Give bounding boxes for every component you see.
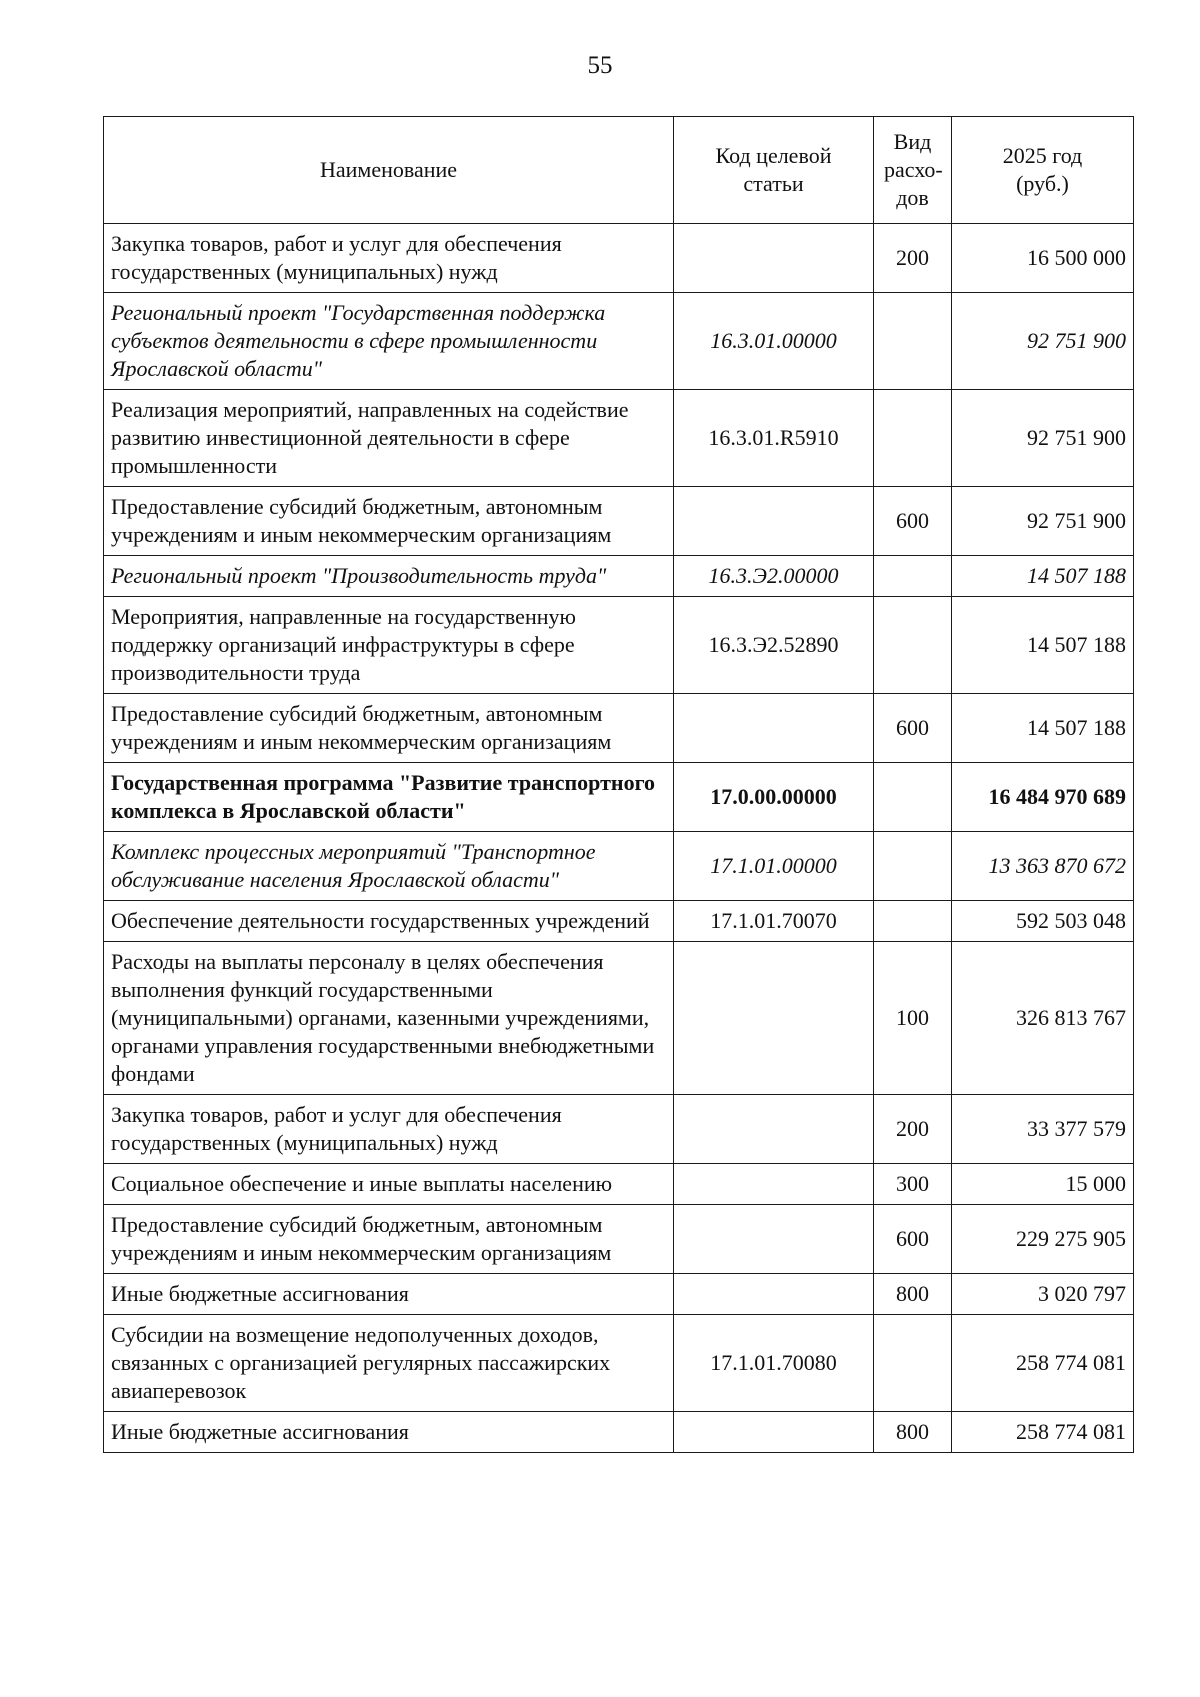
table-row — [104, 293, 1134, 390]
row-amount-cell: 326 813 767 — [952, 942, 1134, 1095]
row-name-cell: Государственная программа "Развитие транспортного комплекса в Ярославской области" — [104, 763, 674, 832]
table-row — [104, 1315, 1134, 1412]
header-code: Код целевой статьи — [674, 117, 874, 224]
row-amount-cell: 92 751 900 — [952, 390, 1134, 487]
row-name-cell: Предоставление субсидий бюджетным, автономным учреждениям и иным некоммерческим организациям — [104, 1205, 674, 1274]
table-row — [104, 942, 1134, 1095]
row-amount-cell: 592 503 048 — [952, 901, 1134, 942]
row-name-cell: Комплекс процессных мероприятий "Транспортное обслуживание населения Ярославской области" — [104, 832, 674, 901]
table-row — [104, 1164, 1134, 1205]
row-type-cell: 200 — [874, 224, 952, 293]
row-name-cell: Иные бюджетные ассигнования — [104, 1274, 674, 1315]
row-type-cell: 200 — [874, 1095, 952, 1164]
row-code-cell — [674, 1164, 874, 1205]
header-type: Вид расхо-дов — [874, 117, 952, 224]
row-code-cell: 16.3.Э2.00000 — [674, 556, 874, 597]
row-name-cell: Обеспечение деятельности государственных учреждений — [104, 901, 674, 942]
row-amount-cell: 229 275 905 — [952, 1205, 1134, 1274]
row-type-cell — [874, 901, 952, 942]
row-amount-cell: 15 000 — [952, 1164, 1134, 1205]
row-code-cell — [674, 487, 874, 556]
row-type-cell — [874, 390, 952, 487]
row-type-cell: 600 — [874, 694, 952, 763]
row-name-cell: Закупка товаров, работ и услуг для обеспечения государственных (муниципальных) нужд — [104, 1095, 674, 1164]
table-row — [104, 556, 1134, 597]
table-row — [104, 694, 1134, 763]
row-code-cell — [674, 224, 874, 293]
row-code-cell — [674, 694, 874, 763]
budget-table — [103, 116, 1134, 1453]
row-name-cell: Субсидии на возмещение недополученных доходов, связанных с организацией регулярных пассажирских авиаперевозок — [104, 1315, 674, 1412]
table-row — [104, 1274, 1134, 1315]
row-type-cell — [874, 1315, 952, 1412]
row-type-cell — [874, 763, 952, 832]
row-amount-cell: 33 377 579 — [952, 1095, 1134, 1164]
table-header-row — [104, 117, 1134, 224]
row-code-cell — [674, 1412, 874, 1453]
row-type-cell: 600 — [874, 487, 952, 556]
table-row — [104, 224, 1134, 293]
row-type-cell: 600 — [874, 1205, 952, 1274]
row-amount-cell: 258 774 081 — [952, 1412, 1134, 1453]
row-code-cell: 16.3.01.00000 — [674, 293, 874, 390]
row-code-cell — [674, 1095, 874, 1164]
table-row — [104, 1412, 1134, 1453]
table-row — [104, 901, 1134, 942]
row-amount-cell: 92 751 900 — [952, 293, 1134, 390]
row-amount-cell: 14 507 188 — [952, 597, 1134, 694]
row-type-cell — [874, 597, 952, 694]
table-row — [104, 763, 1134, 832]
row-name-cell: Социальное обеспечение и иные выплаты населению — [104, 1164, 674, 1205]
row-amount-cell: 258 774 081 — [952, 1315, 1134, 1412]
row-code-cell: 16.3.01.R5910 — [674, 390, 874, 487]
row-code-cell: 17.0.00.00000 — [674, 763, 874, 832]
row-name-cell: Реализация мероприятий, направленных на содействие развитию инвестиционной деятельности в сфере промышленности — [104, 390, 674, 487]
row-name-cell: Закупка товаров, работ и услуг для обеспечения государственных (муниципальных) нужд — [104, 224, 674, 293]
header-name: Наименование — [104, 117, 674, 224]
table-row — [104, 832, 1134, 901]
row-name-cell: Региональный проект "Производительность труда" — [104, 556, 674, 597]
row-name-cell: Региональный проект "Государственная поддержка субъектов деятельности в сфере промышленности Ярославской области" — [104, 293, 674, 390]
row-type-cell: 100 — [874, 942, 952, 1095]
row-type-cell: 800 — [874, 1274, 952, 1315]
table-row — [104, 487, 1134, 556]
row-code-cell: 17.1.01.00000 — [674, 832, 874, 901]
row-code-cell: 16.3.Э2.52890 — [674, 597, 874, 694]
row-amount-cell: 16 484 970 689 — [952, 763, 1134, 832]
table-row — [104, 597, 1134, 694]
row-name-cell: Иные бюджетные ассигнования — [104, 1412, 674, 1453]
row-type-cell: 800 — [874, 1412, 952, 1453]
header-amount: 2025 год (руб.) — [952, 117, 1134, 224]
row-amount-cell: 3 020 797 — [952, 1274, 1134, 1315]
row-type-cell — [874, 293, 952, 390]
row-name-cell: Предоставление субсидий бюджетным, автономным учреждениям и иным некоммерческим организациям — [104, 487, 674, 556]
row-name-cell: Расходы на выплаты персоналу в целях обеспечения выполнения функций государственными (муниципальными) органами, казенными учреждениями, органами управления государственными внебюджетными фондами — [104, 942, 674, 1095]
row-amount-cell: 13 363 870 672 — [952, 832, 1134, 901]
table-row — [104, 390, 1134, 487]
row-name-cell: Предоставление субсидий бюджетным, автономным учреждениям и иным некоммерческим организациям — [104, 694, 674, 763]
row-code-cell — [674, 1274, 874, 1315]
row-name-cell: Мероприятия, направленные на государственную поддержку организаций инфраструктуры в сфере производительности труда — [104, 597, 674, 694]
row-type-cell — [874, 556, 952, 597]
row-amount-cell: 14 507 188 — [952, 556, 1134, 597]
table-row — [104, 1205, 1134, 1274]
row-type-cell: 300 — [874, 1164, 952, 1205]
page-number: 55 — [587, 52, 613, 79]
table-body — [104, 224, 1134, 1453]
row-code-cell — [674, 942, 874, 1095]
row-code-cell — [674, 1205, 874, 1274]
row-type-cell — [874, 832, 952, 901]
row-amount-cell: 92 751 900 — [952, 487, 1134, 556]
row-code-cell: 17.1.01.70070 — [674, 901, 874, 942]
table-row — [104, 1095, 1134, 1164]
row-amount-cell: 14 507 188 — [952, 694, 1134, 763]
row-amount-cell: 16 500 000 — [952, 224, 1134, 293]
row-code-cell: 17.1.01.70080 — [674, 1315, 874, 1412]
